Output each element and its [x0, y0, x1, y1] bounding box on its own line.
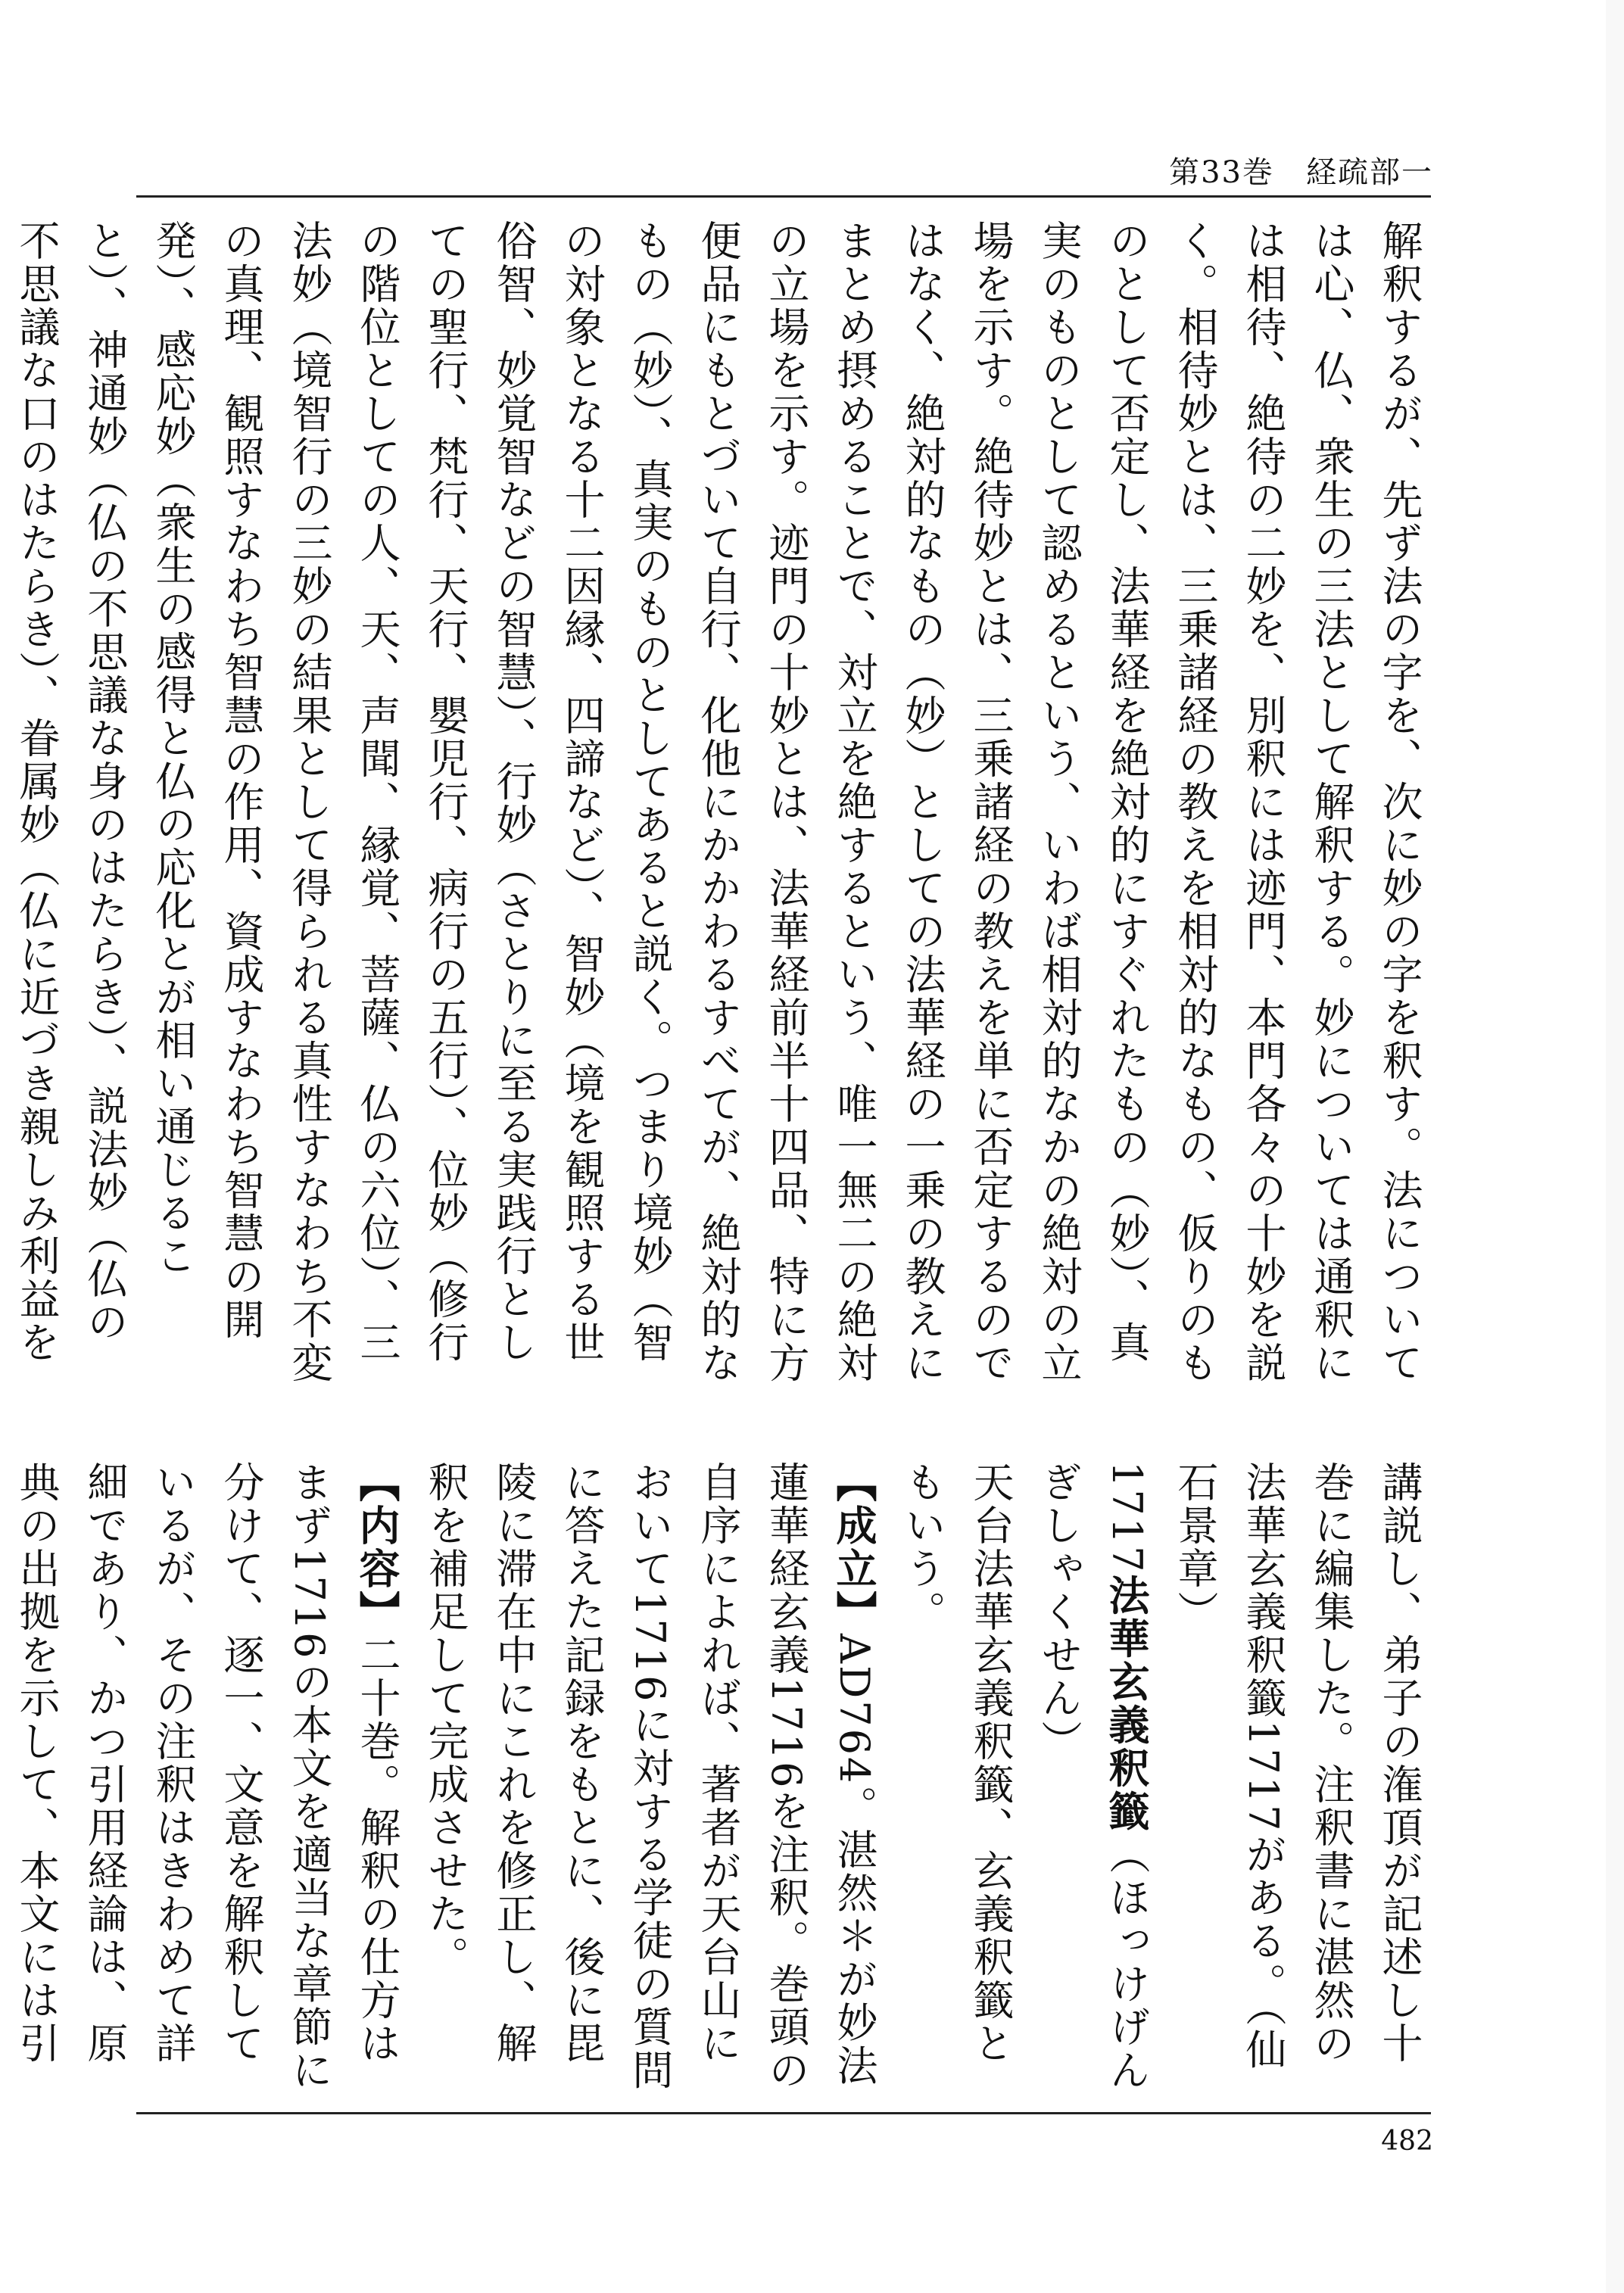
- entry-title: 法華玄義釈籤: [1102, 1574, 1151, 1833]
- bottom-rule: [136, 2112, 1431, 2114]
- section-established-label: 【成立】: [830, 1461, 878, 1634]
- previous-entry-tail: 講説し、弟子の潅頂が記述し十巻に編集した。注釈書に湛然の法華玄義釈籤1717がある。: [1239, 1461, 1423, 2065]
- section-established: [411, 1461, 888, 2097]
- upper-text-block: [13, 220, 1433, 1385]
- entry-alias: 天台法華玄義釈籤、玄義釈籤ともいう。: [899, 1461, 1015, 2065]
- author-credit: （仙石景章）: [1171, 1461, 1287, 2072]
- section-established-text: AD764。湛然＊が妙法蓮華経玄義1716を注釈。巻頭の自序によれば、著者が天台山において1716に対する学徒の質問に答えた記録をもとに、後に毘陵に滞在中にこれを修正し、解釈を補足して完成させた。: [422, 1461, 878, 2092]
- page-edge: [1606, 0, 1624, 2293]
- lower-text-block: [13, 1461, 1433, 2097]
- section-content: [0, 1461, 411, 2097]
- entry-number: 1717: [1103, 1461, 1151, 1575]
- page-number: 482: [1381, 2126, 1433, 2157]
- running-header: 第33巻 経疏部一: [1169, 155, 1433, 190]
- section-content-label: 【内容】: [353, 1461, 401, 1634]
- section-content-text: 二十巻。解釈の仕方はまず1716の本文を適当な章節に分けて、逐一、文意を解釈しているが、その注釈はきわめて詳細であり、かつ引用経論は、原典の出拠を示して、本文には引: [13, 1461, 401, 2092]
- lower-paragraph: [1161, 1461, 1433, 2097]
- top-rule: [136, 195, 1431, 198]
- upper-paragraph: 解釈するが、先ず法の字を、次に妙の字を釈す。法については心、仏、衆生の三法として解釈する。妙については通釈には相待、絶待の二妙を、別釈には迹門、本門各々の十妙を説く。相待妙とは、三乗諸経の教えを相対的なもの、仮りのものとして否定し、法華経を絶対的にすぐれたもの（妙）、真実のものとして認めるという、いわば相対的なかの絶対の立場を示す。絶待妙とは、三乗諸経の教えを単に否定するのではなく、絶対的なもの（妙）としての法華経の一乗の教えにまとめ摂めることで、対立を絶するという、唯一無二の絶対の立場を示す。迹門の十妙とは、法華経前半十四品、特に方便品にもとづいて自行、化他にかかわるすべてが、絶対的なもの（妙）、真実のものとしてあると説く。つまり境妙（智の対象となる十二因縁、四諦など）、智妙（境を観照する世俗智、妙覚智などの智慧）、行妙（さとりに至る実践行としての聖行、梵行、天行、嬰児行、病行の五行）、位妙（修行の階位としての人、天、声聞、縁覚、菩薩、仏の六位）、三法妙（境智行の三妙の結果として得られる真性すなわち不変の真理、観照すなわち智慧の作用、資成すなわち智慧の開発）、感応妙（衆生の感得と仏の応化とが相い通じること）、神通妙（仏の不思議な身のはたらき）、説法妙（仏の不思議な口のはたらき）、眷属妙（仏に近づき親しみ利益を: [13, 220, 1423, 1385]
- entry-reading: （ほっけげんぎしゃくせん）: [1035, 1461, 1151, 2092]
- entry-heading: [1024, 1461, 1161, 2097]
